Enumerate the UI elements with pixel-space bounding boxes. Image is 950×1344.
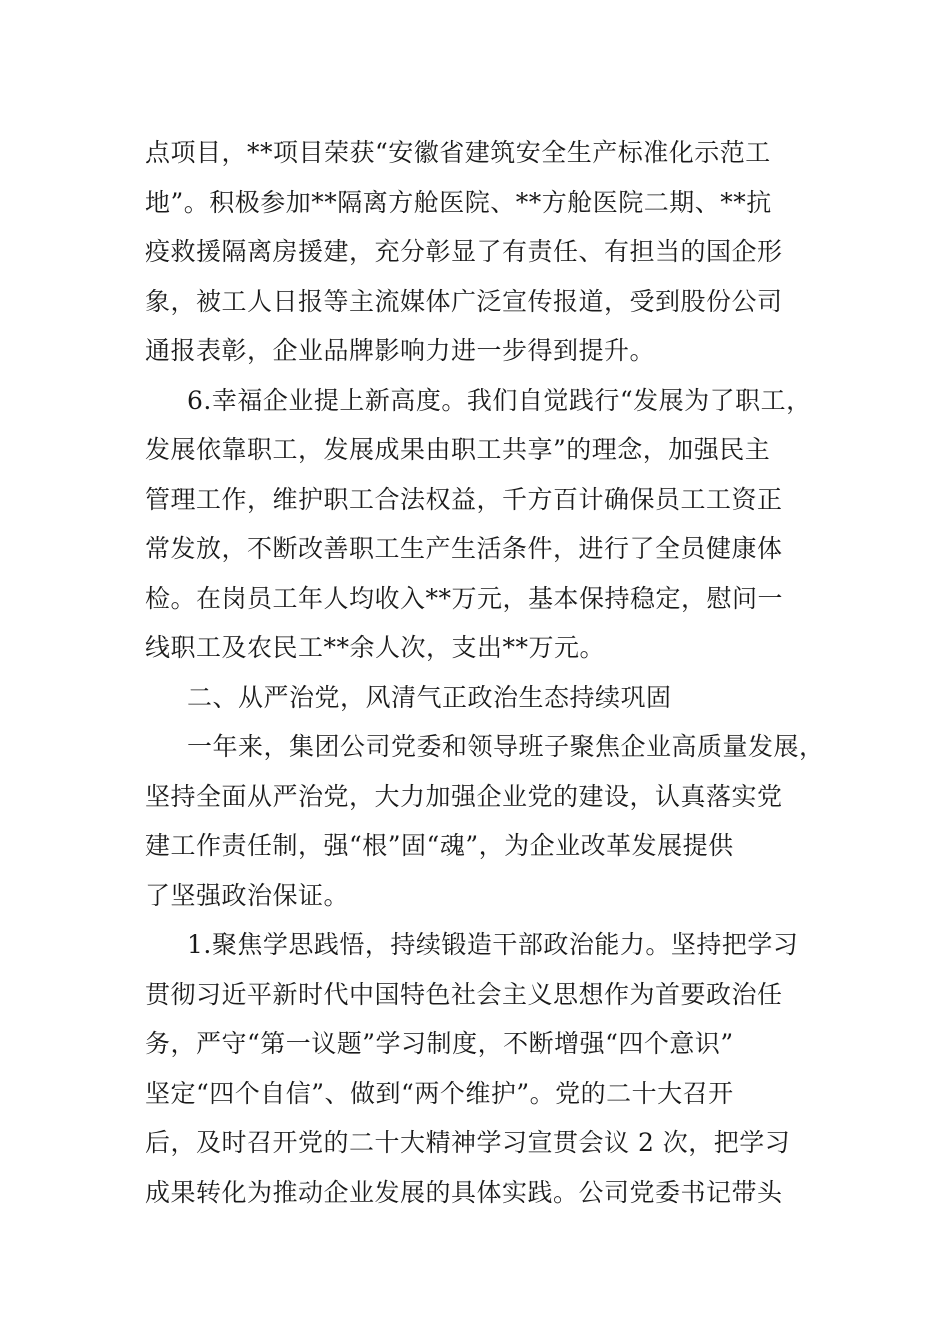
text-line: 坚定“四个自信”、做到“两个维护”。党的二十大召开 [145,1078,734,1108]
text-line: 贯彻习近平新时代中国特色社会主义思想作为首要政治任 [145,979,783,1009]
text-line: 成果转化为推动企业发展的具体实践。公司党委书记带头 [145,1177,783,1207]
text-line: 了坚强政治保证。 [145,880,350,910]
text-line: 检。在岗员工年人均收入**万元，基本保持稳定，慰问一 [145,583,784,613]
text-line: 管理工作，维护职工合法权益，千方百计确保员工工资正 [145,484,783,514]
text-line: 常发放，不断改善职工生产生活条件，进行了全员健康体 [145,534,783,563]
section-heading: 二、从严治党，风清气正政治生态持续巩固 [187,682,672,712]
text-line: 点项目，**项目荣获“安徽省建筑安全生产标准化示范工 [145,138,771,167]
text-line: 地”。积极参加**隔离方舱医院、**方舱医院二期、**抗 [145,187,772,217]
text-line: 后，及时召开党的二十大精神学习宣贯会议 2 次，把学习 [145,1128,791,1157]
text-line: 象，被工人日报等主流媒体广泛宣传报道，受到股份公司 [145,286,783,316]
text-line: 线职工及农民工**余人次，支出**万元。 [145,633,606,662]
paragraph-start-line: 6.幸福企业提上新高度。我们自觉践行“发展为了职工， [187,385,812,415]
text-line: 发展依靠职工，发展成果由职工共享”的理念，加强民主 [145,435,771,464]
text-line: 疫救援隔离房援建，充分彰显了有责任、有担当的国企形 [145,237,783,266]
document-body [145,128,825,1217]
paragraph-start-line: 1.聚焦学思践悟，持续锻造干部政治能力。坚持把学习 [187,930,799,959]
text-line: 通报表彰，企业品牌影响力进一步得到提升。 [145,336,656,365]
text-line: 坚持全面从严治党，大力加强企业党的建设，认真落实党 [145,781,783,811]
text-line: 建工作责任制，强“根”固“魂”，为企业改革发展提供 [145,831,734,860]
paragraph-start-line: 一年来，集团公司党委和领导班子聚焦企业高质量发展， [187,732,825,761]
text-line: 务，严守“第一议题”学习制度，不断增强“四个意识” [145,1029,734,1058]
